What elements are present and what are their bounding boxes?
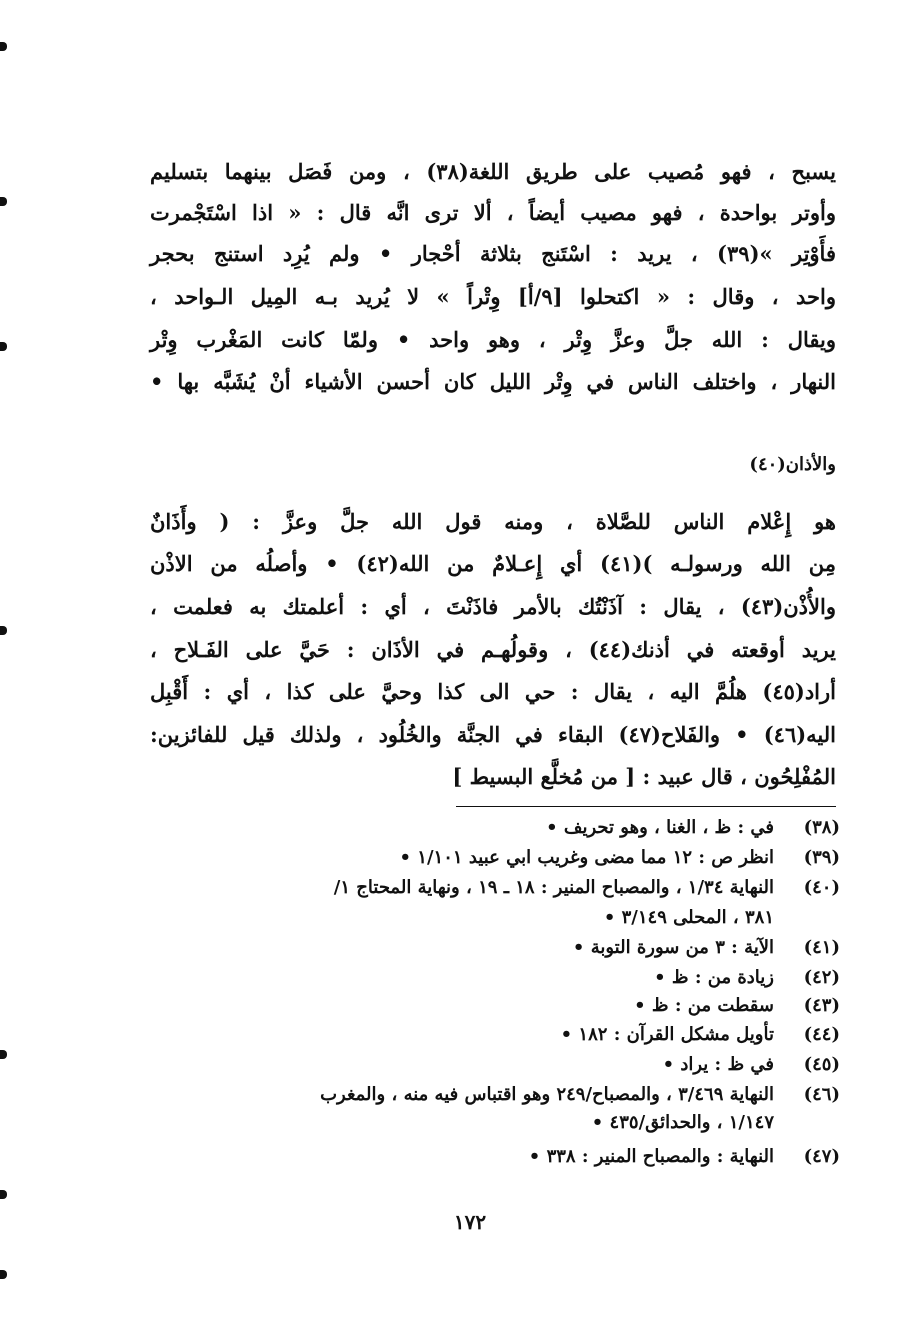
footnote-number: (٤٥) <box>803 1054 840 1075</box>
margin-mark <box>0 197 7 206</box>
footnote-number: (٣٨) <box>803 817 840 838</box>
footnote-text: انظر ص : ١٢ مما مضى وغريب ابي عبيد ١/١٠١ • <box>399 847 774 868</box>
footnote-number: (٤١) <box>803 937 840 958</box>
body-line: أراد(٤٥) هلُمَّ اليه ، يقال : حي الى كذا وحيَّ على كذا ، أي : أَقْبِل <box>150 679 836 704</box>
body-line: ويقال : الله جلَّ وعزَّ وِتْر ، وهو واحد • ولمّا كانت المَغْرب وِتْر <box>150 327 836 352</box>
margin-mark <box>0 1270 7 1279</box>
footnote-text: النهاية ٣/٤٦٩ ، والمصباح/٢٤٩ وهو اقتباس فيه منه ، والمغرب <box>320 1084 774 1105</box>
body-line: واحد ، وقال : « اكتحلوا [٩/أ] وِتْراً » لا يُريد بـه المِيل الـواحد ، <box>150 284 836 309</box>
body-line: يريد أوقعته في أذنك(٤٤) ، وقولُهـم في الأذَان : حَيَّ على الفَـلاح ، <box>150 637 836 662</box>
footnote-number: (٤٧) <box>803 1146 840 1167</box>
margin-mark <box>0 342 7 351</box>
footnote-item <box>140 1022 840 1048</box>
footnote-number: (٣٩) <box>803 847 840 868</box>
footnote-continuation: ١/١٤٧ ، والحدائق/٤٣٥ • <box>591 1112 774 1133</box>
footnote-separator <box>456 806 836 807</box>
footnote-number: (٤٤) <box>803 1024 840 1045</box>
margin-mark <box>0 42 7 51</box>
page-number: ١٧٢ <box>453 1210 487 1234</box>
body-line: المُفْلِحُون ، قال عبيد : [ من مُخلَّع البسيط ] <box>452 764 836 789</box>
section-heading: والأذان(٤٠) <box>749 454 836 475</box>
body-line: وأوتر بواحدة ، فهو مصيب أيضاً ، ألا ترى انَّه قال : « اذا اسْتَجْمرت <box>150 200 836 225</box>
footnote-text: النهاية ١/٣٤ ، والمصباح المنير : ١٨ ـ ١٩ ، ونهاية المحتاج ١/ <box>333 877 774 898</box>
body-line: والأُذْن(٤٣) ، يقال : آذَنْتُك بالأمر فاذَنْتَ ، أي : أعلمتك به فعلمت ، <box>150 594 836 619</box>
footnote-item <box>140 1052 840 1078</box>
footnote-item <box>140 993 840 1019</box>
footnote-item <box>140 875 840 901</box>
footnote-item <box>140 1144 840 1170</box>
footnote-text: في : ظ ، الغنا ، وهو تحريف • <box>546 817 774 838</box>
footnote-number: (٤٦) <box>803 1084 840 1105</box>
footnote-number: (٤٣) <box>803 995 840 1016</box>
footnote-continuation: ٣٨١ ، المحلى ٣/١٤٩ • <box>603 907 774 928</box>
footnote-text: الآية : ٣ من سورة التوبة • <box>572 937 774 958</box>
footnote-text: النهاية : والمصباح المنير : ٣٣٨ • <box>528 1146 774 1167</box>
footnote-item <box>140 1082 840 1108</box>
body-line: اليه(٤٦) • والفَلاح(٤٧) البقاء في الجنَّة والخُلُود ، ولذلك قيل للفائزين: <box>150 722 836 747</box>
footnote-text: سقطت من : ظ • <box>634 995 774 1016</box>
margin-mark <box>0 626 7 635</box>
footnote-item <box>140 845 840 871</box>
footnote-text: في ظ : يراد • <box>662 1054 774 1075</box>
margin-mark <box>0 1050 7 1059</box>
footnote-item <box>140 815 840 841</box>
body-line: مِن الله ورسولـه )(٤١) أي إِعـلامٌ من الله(٤٢) • وأصلُه من الاذْن <box>150 551 836 576</box>
footnote-text: زيادة من : ظ • <box>654 967 774 988</box>
body-line: يسبح ، فهو مُصيب على طريق اللغة(٣٨) ، ومن فَصَل بينهما بتسليم <box>150 159 836 184</box>
footnote-number: (٤٢) <box>803 967 840 988</box>
body-line: هو إِعْلام الناس للصَّلاة ، ومنه قول الله جلَّ وعزَّ : ( وأَذَانٌ <box>150 509 836 534</box>
body-line: فأَوْتِر »(٣٩) ، يريد : اسْتَنج بثلاثة أحْجار • ولم يُرِد استنج بحجر <box>150 241 836 266</box>
body-line: النهار ، واختلف الناس في وِتْر الليل كان أحسن الأشياء أنْ يُشَبَّه بها • <box>150 369 836 394</box>
footnote-item <box>140 935 840 961</box>
footnote-text: تأويل مشكل القرآن : ١٨٢ • <box>560 1024 774 1045</box>
footnote-item <box>140 965 840 991</box>
footnote-number: (٤٠) <box>803 877 840 898</box>
margin-mark <box>0 1190 7 1199</box>
